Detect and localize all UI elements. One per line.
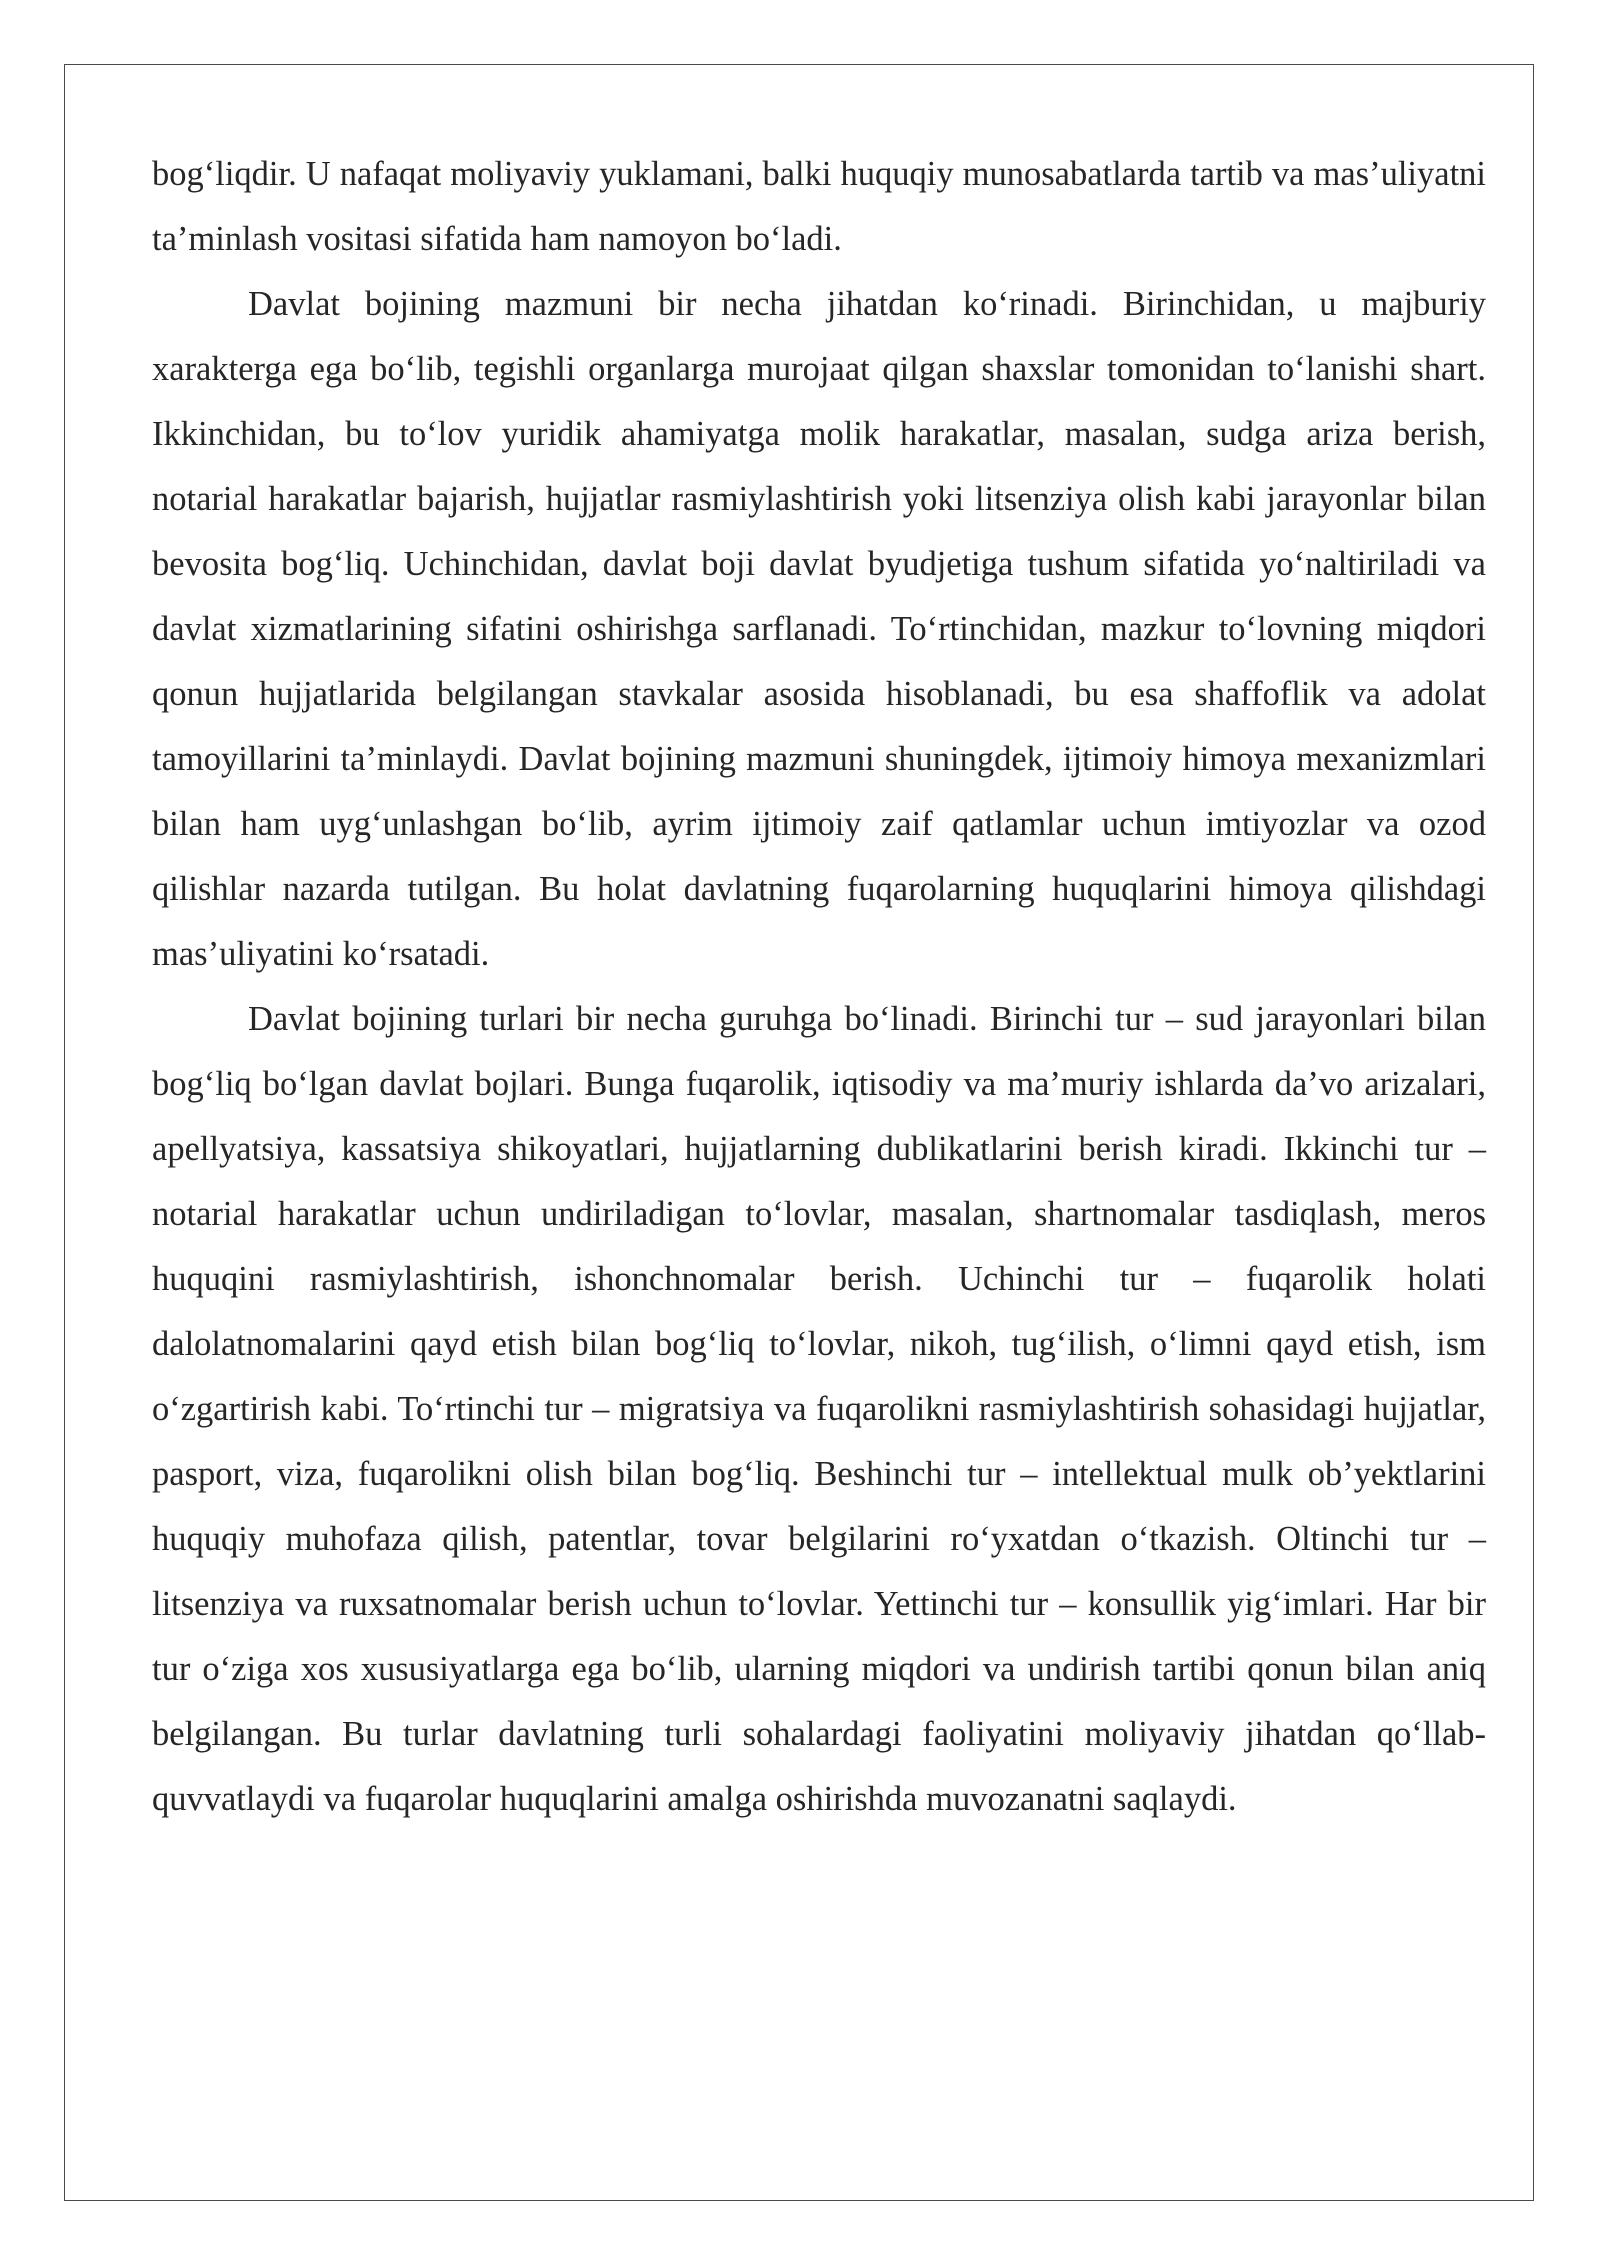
paragraph-continuation: bog‘liqdir. U nafaqat moliyaviy yuklamani, balki huquqiy munosabatlarda tartib va mas’uliyatni ta’minlash vositasi sifatida ham namoyon bo‘ladi. (152, 155, 1486, 258)
paragraph-content-of-state-duty: Davlat bojining mazmuni bir necha jihatdan ko‘rinadi. Birinchidan, u majburiy xarakterga ega bo‘lib, tegishli organlarga murojaat qilgan shaxslar tomonidan to‘lanishi shart. Ikkinchidan, bu to‘lov yuridik ahamiyatga molik harakatlar, masalan, sudga ariza berish, notarial harakatlar bajarish, hujjatlar rasmiylashtirish yoki litsenziya olish kabi jarayonlar bilan bevosita bog‘liq. Uchinchidan, davlat boji davlat byudjetiga tushum sifatida yo‘naltiriladi va davlat xizmatlarining sifatini oshirishga sarflanadi. To‘rtinchidan, mazkur to‘lovning miqdori qonun hujjatlarida belgilangan stavkalar asosida hisoblanadi, bu esa shaffoflik va adolat tamoyillarini ta’minlaydi. Davlat bojining mazmuni shuningdek, ijtimoiy himoya mexanizmlari bilan ham uyg‘unlashgan bo‘lib, ayrim ijtimoiy zaif qatlamlar uchun imtiyozlar va ozod qilishlar nazarda tutilgan. Bu holat davlatning fuqarolarning huquqlarini himoya qilishdagi mas’uliyatini ko‘rsatadi. (152, 285, 1486, 973)
document-body (152, 142, 1486, 1832)
paragraph-types-of-state-duty: Davlat bojining turlari bir necha guruhga bo‘linadi. Birinchi tur – sud jarayonlari bilan bog‘liq bo‘lgan davlat bojlari. Bunga fuqarolik, iqtisodiy va ma’muriy ishlarda da’vo arizalari, apellyatsiya, kassatsiya shikoyatlari, hujjatlarning dublikatlarini berish kiradi. Ikkinchi tur – notarial harakatlar uchun undiriladigan to‘lovlar, masalan, shartnomalar tasdiqlash, meros huquqini rasmiylashtirish, ishonchnomalar berish. Uchinchi tur – fuqarolik holati dalolatnomalarini qayd etish bilan bog‘liq to‘lovlar, nikoh, tug‘ilish, o‘limni qayd etish, ism o‘zgartirish kabi. To‘rtinchi tur – migratsiya va fuqarolikni rasmiylashtirish sohasidagi hujjatlar, pasport, viza, fuqarolikni olish bilan bog‘liq. Beshinchi tur – intellektual mulk ob’yektlarini huquqiy muhofaza qilish, patentlar, tovar belgilarini ro‘yxatdan o‘tkazish. Oltinchi tur – litsenziya va ruxsatnomalar berish uchun to‘lovlar. Yettinchi tur – konsullik yig‘imlari. Har bir tur o‘ziga xos xususiyatlarga ega bo‘lib, ularning miqdori va undirish tartibi qonun bilan aniq belgilangan. Bu turlar davlatning turli sohalardagi faoliyatini moliyaviy jihatdan qo‘llab-quvvatlaydi va fuqarolar huquqlarini amalga oshirishda muvozanatni saqlaydi. (152, 1000, 1486, 1818)
